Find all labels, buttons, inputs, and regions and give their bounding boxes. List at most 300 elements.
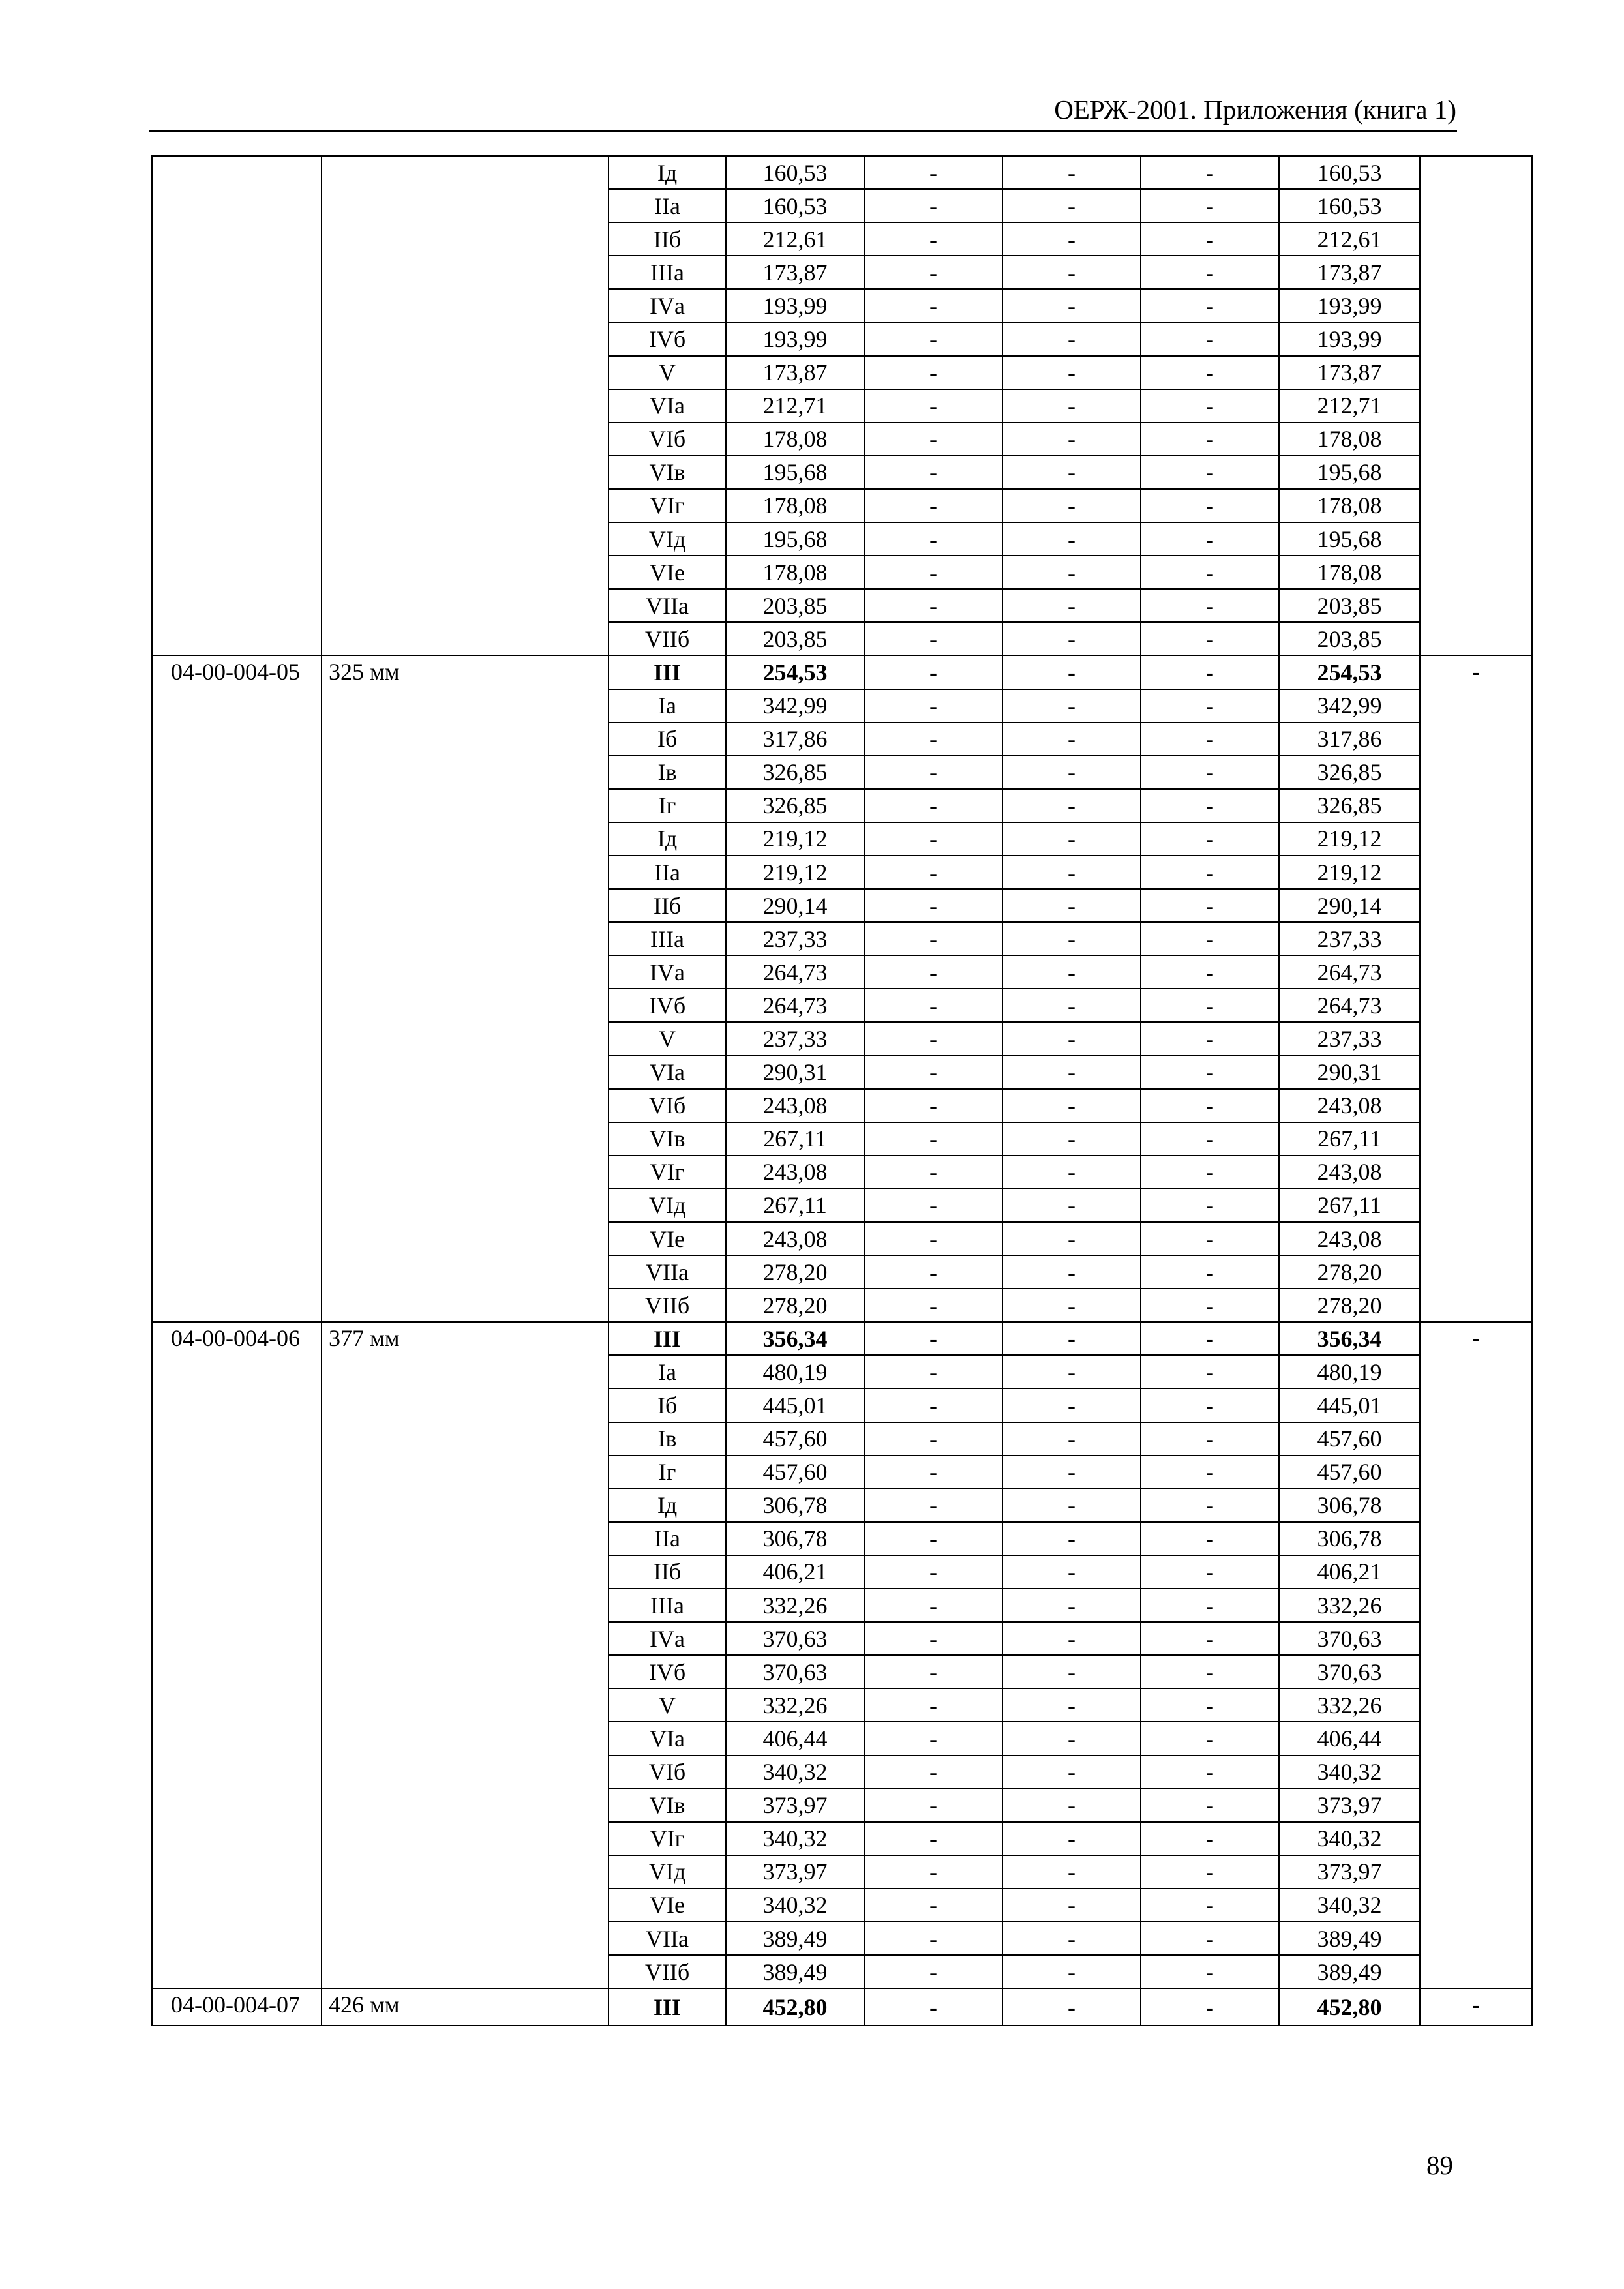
base-cost-cell: 406,21	[726, 1555, 864, 1589]
total-cost-cell: 317,86	[1279, 723, 1420, 756]
cost-col-3-cell: -	[1002, 1889, 1141, 1922]
cost-col-4-cell: -	[1141, 723, 1279, 756]
zone-category-cell: VIг	[609, 489, 726, 522]
zone-category-cell: VIIа	[609, 1922, 726, 1955]
cost-col-4-cell: -	[1141, 1988, 1279, 2026]
cost-col-2-cell: -	[864, 1922, 1002, 1955]
cost-col-4-cell: -	[1141, 1255, 1279, 1289]
base-cost-cell: 457,60	[726, 1422, 864, 1456]
zone-category-cell: VIд	[609, 1855, 726, 1889]
cost-col-2-cell: -	[864, 756, 1002, 789]
cost-col-3-cell: -	[1002, 1089, 1141, 1122]
total-cost-cell: 389,49	[1279, 1922, 1420, 1955]
total-cost-cell: 332,26	[1279, 1688, 1420, 1722]
cost-col-3-cell: -	[1002, 1922, 1141, 1955]
base-cost-cell: 373,97	[726, 1855, 864, 1889]
cost-col-3-cell: -	[1002, 822, 1141, 856]
total-cost-cell: 267,11	[1279, 1122, 1420, 1156]
cost-col-4-cell: -	[1141, 1322, 1279, 1355]
cost-col-2-cell: -	[864, 1756, 1002, 1789]
zone-category-cell: Iв	[609, 756, 726, 789]
base-cost-cell: 306,78	[726, 1522, 864, 1555]
zone-category-cell: VIб	[609, 1756, 726, 1789]
cost-col-4-cell: -	[1141, 1622, 1279, 1655]
cost-col-2-cell: -	[864, 1255, 1002, 1289]
note-cell: -	[1420, 1988, 1532, 2026]
cost-col-3-cell: -	[1002, 1422, 1141, 1456]
cost-col-4-cell: -	[1141, 256, 1279, 289]
total-cost-cell: 480,19	[1279, 1355, 1420, 1388]
total-cost-cell: 173,87	[1279, 256, 1420, 289]
cost-col-2-cell: -	[864, 356, 1002, 389]
zone-category-cell: Iг	[609, 789, 726, 822]
cost-col-3-cell: -	[1002, 1489, 1141, 1522]
cost-col-4-cell: -	[1141, 423, 1279, 456]
cost-col-3-cell: -	[1002, 922, 1141, 955]
zone-category-cell: V	[609, 356, 726, 389]
cost-col-2-cell: -	[864, 622, 1002, 655]
cost-col-2-cell: -	[864, 1456, 1002, 1489]
cost-col-4-cell: -	[1141, 1756, 1279, 1789]
pipe-diameter-cell: 377 мм	[322, 1322, 609, 1988]
cost-col-4-cell: -	[1141, 522, 1279, 556]
zone-category-cell: III	[609, 655, 726, 689]
total-cost-cell: 267,11	[1279, 1189, 1420, 1222]
total-cost-cell: 406,44	[1279, 1722, 1420, 1755]
base-cost-cell: 178,08	[726, 556, 864, 589]
cost-col-3-cell: -	[1002, 356, 1141, 389]
base-cost-cell: 340,32	[726, 1889, 864, 1922]
cost-col-4-cell: -	[1141, 922, 1279, 955]
cost-col-3-cell: -	[1002, 489, 1141, 522]
cost-col-3-cell: -	[1002, 955, 1141, 989]
cost-col-2-cell: -	[864, 1189, 1002, 1222]
cost-col-3-cell: -	[1002, 289, 1141, 322]
total-cost-cell: 373,97	[1279, 1789, 1420, 1822]
cost-col-2-cell: -	[864, 389, 1002, 423]
total-cost-cell: 243,08	[1279, 1222, 1420, 1255]
base-cost-cell: 278,20	[726, 1289, 864, 1322]
total-cost-cell: 193,99	[1279, 322, 1420, 355]
total-cost-cell: 326,85	[1279, 789, 1420, 822]
base-cost-cell: 264,73	[726, 955, 864, 989]
cost-col-4-cell: -	[1141, 456, 1279, 489]
base-cost-cell: 445,01	[726, 1388, 864, 1422]
base-cost-cell: 356,34	[726, 1322, 864, 1355]
cost-col-3-cell: -	[1002, 856, 1141, 889]
total-cost-cell: 212,71	[1279, 389, 1420, 423]
total-cost-cell: 203,85	[1279, 589, 1420, 622]
cost-col-4-cell: -	[1141, 589, 1279, 622]
base-cost-cell: 332,26	[726, 1589, 864, 1622]
cost-col-3-cell: -	[1002, 1522, 1141, 1555]
cost-col-2-cell: -	[864, 289, 1002, 322]
zone-category-cell: Iд	[609, 822, 726, 856]
cost-col-3-cell: -	[1002, 456, 1141, 489]
cost-col-3-cell: -	[1002, 1388, 1141, 1422]
cost-col-2-cell: -	[864, 1289, 1002, 1322]
cost-col-4-cell: -	[1141, 1156, 1279, 1189]
cost-col-3-cell: -	[1002, 1855, 1141, 1889]
base-cost-cell: 237,33	[726, 922, 864, 955]
zone-category-cell: Iб	[609, 1388, 726, 1422]
cost-col-4-cell: -	[1141, 356, 1279, 389]
cost-col-3-cell: -	[1002, 1756, 1141, 1789]
cost-col-4-cell: -	[1141, 1922, 1279, 1955]
total-cost-cell: 243,08	[1279, 1156, 1420, 1189]
cost-col-2-cell: -	[864, 1388, 1002, 1422]
total-cost-cell: 306,78	[1279, 1522, 1420, 1555]
cost-col-4-cell: -	[1141, 1355, 1279, 1388]
base-cost-cell: 326,85	[726, 756, 864, 789]
cost-col-3-cell: -	[1002, 1355, 1141, 1388]
zone-category-cell: Iд	[609, 156, 726, 189]
cost-col-3-cell: -	[1002, 1456, 1141, 1489]
total-cost-cell: 290,31	[1279, 1056, 1420, 1089]
cost-col-3-cell: -	[1002, 889, 1141, 922]
cost-col-4-cell: -	[1141, 1289, 1279, 1322]
base-cost-cell: 278,20	[726, 1255, 864, 1289]
zone-category-cell: Iа	[609, 689, 726, 723]
cost-col-4-cell: -	[1141, 1589, 1279, 1622]
total-cost-cell: 195,68	[1279, 522, 1420, 556]
cost-col-4-cell: -	[1141, 756, 1279, 789]
cost-col-2-cell: -	[864, 222, 1002, 256]
cost-col-2-cell: -	[864, 556, 1002, 589]
base-cost-cell: 173,87	[726, 256, 864, 289]
total-cost-cell: 332,26	[1279, 1589, 1420, 1622]
cost-col-4-cell: -	[1141, 1855, 1279, 1889]
cost-col-3-cell: -	[1002, 655, 1141, 689]
total-cost-cell: 306,78	[1279, 1489, 1420, 1522]
cost-col-2-cell: -	[864, 1622, 1002, 1655]
cost-col-4-cell: -	[1141, 1456, 1279, 1489]
cost-col-2-cell: -	[864, 489, 1002, 522]
cost-col-4-cell: -	[1141, 222, 1279, 256]
total-cost-cell: 178,08	[1279, 556, 1420, 589]
total-cost-cell: 278,20	[1279, 1255, 1420, 1289]
cost-col-3-cell: -	[1002, 1056, 1141, 1089]
cost-col-2-cell: -	[864, 1555, 1002, 1589]
cost-col-3-cell: -	[1002, 1688, 1141, 1722]
total-cost-cell: 370,63	[1279, 1655, 1420, 1688]
header-rule	[149, 130, 1457, 132]
zone-category-cell: III	[609, 1322, 726, 1355]
total-cost-cell: 264,73	[1279, 989, 1420, 1022]
base-cost-cell: 306,78	[726, 1489, 864, 1522]
rates-table	[151, 155, 1533, 2026]
base-cost-cell: 340,32	[726, 1822, 864, 1855]
cost-col-2-cell: -	[864, 1022, 1002, 1055]
cost-col-2-cell: -	[864, 1122, 1002, 1156]
zone-category-cell: VIг	[609, 1822, 726, 1855]
cost-col-4-cell: -	[1141, 322, 1279, 355]
cost-col-4-cell: -	[1141, 1422, 1279, 1456]
cost-col-2-cell: -	[864, 1422, 1002, 1456]
base-cost-cell: 243,08	[726, 1222, 864, 1255]
cost-col-2-cell: -	[864, 655, 1002, 689]
cost-col-2-cell: -	[864, 1889, 1002, 1922]
total-cost-cell: 445,01	[1279, 1388, 1420, 1422]
cost-col-2-cell: -	[864, 1688, 1002, 1722]
base-cost-cell: 340,32	[726, 1756, 864, 1789]
cost-col-2-cell: -	[864, 589, 1002, 622]
cost-col-4-cell: -	[1141, 556, 1279, 589]
total-cost-cell: 406,21	[1279, 1555, 1420, 1589]
base-cost-cell: 389,49	[726, 1955, 864, 1988]
cost-col-4-cell: -	[1141, 389, 1279, 423]
cost-col-2-cell: -	[864, 856, 1002, 889]
cost-col-4-cell: -	[1141, 156, 1279, 189]
total-cost-cell: 193,99	[1279, 289, 1420, 322]
cost-col-2-cell: -	[864, 322, 1002, 355]
base-cost-cell: 326,85	[726, 789, 864, 822]
cost-col-4-cell: -	[1141, 1222, 1279, 1255]
note-cell: -	[1420, 655, 1532, 1322]
cost-col-3-cell: -	[1002, 756, 1141, 789]
zone-category-cell: VIIа	[609, 589, 726, 622]
cost-col-3-cell: -	[1002, 1955, 1141, 1988]
total-cost-cell: 243,08	[1279, 1089, 1420, 1122]
zone-category-cell: IVб	[609, 1655, 726, 1688]
zone-category-cell: IIа	[609, 856, 726, 889]
zone-category-cell: VIа	[609, 1056, 726, 1089]
note-cell	[1420, 156, 1532, 655]
zone-category-cell: VIд	[609, 1189, 726, 1222]
total-cost-cell: 178,08	[1279, 423, 1420, 456]
base-cost-cell: 264,73	[726, 989, 864, 1022]
cost-col-2-cell: -	[864, 1955, 1002, 1988]
cost-col-3-cell: -	[1002, 1289, 1141, 1322]
base-cost-cell: 212,71	[726, 389, 864, 423]
base-cost-cell: 243,08	[726, 1089, 864, 1122]
zone-category-cell: IVа	[609, 289, 726, 322]
cost-col-4-cell: -	[1141, 489, 1279, 522]
zone-category-cell: Iб	[609, 723, 726, 756]
total-cost-cell: 340,32	[1279, 1822, 1420, 1855]
cost-col-4-cell: -	[1141, 289, 1279, 322]
cost-col-3-cell: -	[1002, 1622, 1141, 1655]
cost-col-3-cell: -	[1002, 589, 1141, 622]
cost-col-2-cell: -	[864, 1089, 1002, 1122]
cost-col-3-cell: -	[1002, 189, 1141, 222]
zone-category-cell: V	[609, 1688, 726, 1722]
table-row	[152, 1322, 1532, 1355]
base-cost-cell: 290,31	[726, 1056, 864, 1089]
cost-col-2-cell: -	[864, 1156, 1002, 1189]
total-cost-cell: 203,85	[1279, 622, 1420, 655]
cost-col-4-cell: -	[1141, 1555, 1279, 1589]
base-cost-cell: 267,11	[726, 1122, 864, 1156]
zone-category-cell: Iд	[609, 1489, 726, 1522]
cost-col-2-cell: -	[864, 1988, 1002, 2026]
cost-col-2-cell: -	[864, 1855, 1002, 1889]
zone-category-cell: IIIа	[609, 922, 726, 955]
cost-col-4-cell: -	[1141, 955, 1279, 989]
cost-col-3-cell: -	[1002, 1022, 1141, 1055]
cost-col-4-cell: -	[1141, 1056, 1279, 1089]
cost-col-3-cell: -	[1002, 1988, 1141, 2026]
total-cost-cell: 389,49	[1279, 1955, 1420, 1988]
total-cost-cell: 290,14	[1279, 889, 1420, 922]
cost-col-2-cell: -	[864, 889, 1002, 922]
cost-col-3-cell: -	[1002, 1822, 1141, 1855]
table-row	[152, 156, 1532, 189]
base-cost-cell: 254,53	[726, 655, 864, 689]
cost-col-3-cell: -	[1002, 989, 1141, 1022]
zone-category-cell: VIг	[609, 1156, 726, 1189]
base-cost-cell: 219,12	[726, 856, 864, 889]
cost-col-3-cell: -	[1002, 222, 1141, 256]
base-cost-cell: 480,19	[726, 1355, 864, 1388]
cost-col-3-cell: -	[1002, 556, 1141, 589]
cost-col-2-cell: -	[864, 256, 1002, 289]
cost-col-3-cell: -	[1002, 256, 1141, 289]
cost-col-4-cell: -	[1141, 822, 1279, 856]
zone-category-cell: VIв	[609, 456, 726, 489]
total-cost-cell: 160,53	[1279, 189, 1420, 222]
cost-col-3-cell: -	[1002, 1655, 1141, 1688]
zone-category-cell: VIа	[609, 1722, 726, 1755]
cost-col-3-cell: -	[1002, 1589, 1141, 1622]
page-number: 89	[1426, 2150, 1453, 2180]
cost-col-2-cell: -	[864, 922, 1002, 955]
total-cost-cell: 326,85	[1279, 756, 1420, 789]
cost-col-4-cell: -	[1141, 189, 1279, 222]
cost-col-4-cell: -	[1141, 655, 1279, 689]
cost-col-2-cell: -	[864, 156, 1002, 189]
cost-col-4-cell: -	[1141, 1522, 1279, 1555]
rates-table-body	[152, 156, 1532, 2026]
rate-code-cell: 04-00-004-05	[152, 655, 322, 1322]
total-cost-cell: 457,60	[1279, 1456, 1420, 1489]
cost-col-2-cell: -	[864, 822, 1002, 856]
table-row	[152, 655, 1532, 689]
cost-col-3-cell: -	[1002, 1722, 1141, 1755]
total-cost-cell: 219,12	[1279, 822, 1420, 856]
zone-category-cell: VIIб	[609, 1289, 726, 1322]
cost-col-2-cell: -	[864, 189, 1002, 222]
cost-col-3-cell: -	[1002, 1255, 1141, 1289]
zone-category-cell: VIIб	[609, 1955, 726, 1988]
zone-category-cell: VIб	[609, 1089, 726, 1122]
cost-col-4-cell: -	[1141, 622, 1279, 655]
zone-category-cell: IIб	[609, 889, 726, 922]
total-cost-cell: 237,33	[1279, 922, 1420, 955]
cost-col-4-cell: -	[1141, 1022, 1279, 1055]
base-cost-cell: 212,61	[726, 222, 864, 256]
base-cost-cell: 203,85	[726, 589, 864, 622]
cost-col-3-cell: -	[1002, 689, 1141, 723]
base-cost-cell: 452,80	[726, 1988, 864, 2026]
base-cost-cell: 178,08	[726, 423, 864, 456]
cost-col-3-cell: -	[1002, 723, 1141, 756]
cost-col-2-cell: -	[864, 522, 1002, 556]
total-cost-cell: 195,68	[1279, 456, 1420, 489]
cost-col-4-cell: -	[1141, 1789, 1279, 1822]
zone-category-cell: IIа	[609, 1522, 726, 1555]
cost-col-4-cell: -	[1141, 1688, 1279, 1722]
note-cell: -	[1420, 1322, 1532, 1988]
cost-col-3-cell: -	[1002, 1156, 1141, 1189]
cost-col-4-cell: -	[1141, 1722, 1279, 1755]
cost-col-2-cell: -	[864, 1222, 1002, 1255]
base-cost-cell: 203,85	[726, 622, 864, 655]
zone-category-cell: VIIб	[609, 622, 726, 655]
rate-code-cell: 04-00-004-06	[152, 1322, 322, 1988]
zone-category-cell: IIIа	[609, 256, 726, 289]
cost-col-2-cell: -	[864, 1056, 1002, 1089]
base-cost-cell: 373,97	[726, 1789, 864, 1822]
cost-col-3-cell: -	[1002, 1189, 1141, 1222]
zone-category-cell: VIIа	[609, 1255, 726, 1289]
cost-col-3-cell: -	[1002, 423, 1141, 456]
cost-col-2-cell: -	[864, 723, 1002, 756]
zone-category-cell: IVа	[609, 1622, 726, 1655]
cost-col-2-cell: -	[864, 689, 1002, 723]
zone-category-cell: VIа	[609, 389, 726, 423]
total-cost-cell: 340,32	[1279, 1756, 1420, 1789]
base-cost-cell: 243,08	[726, 1156, 864, 1189]
cost-col-2-cell: -	[864, 1822, 1002, 1855]
cost-col-3-cell: -	[1002, 389, 1141, 423]
cost-col-2-cell: -	[864, 1789, 1002, 1822]
pipe-diameter-cell	[322, 156, 609, 655]
cost-col-3-cell: -	[1002, 1555, 1141, 1589]
pipe-diameter-cell: 325 мм	[322, 655, 609, 1322]
zone-category-cell: VIе	[609, 556, 726, 589]
base-cost-cell: 342,99	[726, 689, 864, 723]
cost-col-4-cell: -	[1141, 1489, 1279, 1522]
total-cost-cell: 356,34	[1279, 1322, 1420, 1355]
base-cost-cell: 370,63	[726, 1622, 864, 1655]
total-cost-cell: 278,20	[1279, 1289, 1420, 1322]
base-cost-cell: 195,68	[726, 522, 864, 556]
base-cost-cell: 160,53	[726, 189, 864, 222]
zone-category-cell: IVб	[609, 322, 726, 355]
cost-col-2-cell: -	[864, 1655, 1002, 1688]
zone-category-cell: IVб	[609, 989, 726, 1022]
cost-col-4-cell: -	[1141, 1822, 1279, 1855]
cost-col-4-cell: -	[1141, 889, 1279, 922]
zone-category-cell: IVа	[609, 955, 726, 989]
total-cost-cell: 264,73	[1279, 955, 1420, 989]
zone-category-cell: Iв	[609, 1422, 726, 1456]
cost-col-4-cell: -	[1141, 1089, 1279, 1122]
base-cost-cell: 267,11	[726, 1189, 864, 1222]
base-cost-cell: 317,86	[726, 723, 864, 756]
zone-category-cell: IIIа	[609, 1589, 726, 1622]
cost-col-2-cell: -	[864, 1355, 1002, 1388]
cost-col-3-cell: -	[1002, 622, 1141, 655]
zone-category-cell: V	[609, 1022, 726, 1055]
zone-category-cell: VIд	[609, 522, 726, 556]
total-cost-cell: 237,33	[1279, 1022, 1420, 1055]
total-cost-cell: 160,53	[1279, 156, 1420, 189]
total-cost-cell: 373,97	[1279, 1855, 1420, 1889]
total-cost-cell: 370,63	[1279, 1622, 1420, 1655]
cost-col-4-cell: -	[1141, 989, 1279, 1022]
cost-col-3-cell: -	[1002, 522, 1141, 556]
total-cost-cell: 212,61	[1279, 222, 1420, 256]
cost-col-4-cell: -	[1141, 1122, 1279, 1156]
zone-category-cell: VIе	[609, 1889, 726, 1922]
total-cost-cell: 254,53	[1279, 655, 1420, 689]
total-cost-cell: 173,87	[1279, 356, 1420, 389]
pipe-diameter-cell: 426 мм	[322, 1988, 609, 2026]
cost-col-3-cell: -	[1002, 156, 1141, 189]
cost-col-3-cell: -	[1002, 1789, 1141, 1822]
